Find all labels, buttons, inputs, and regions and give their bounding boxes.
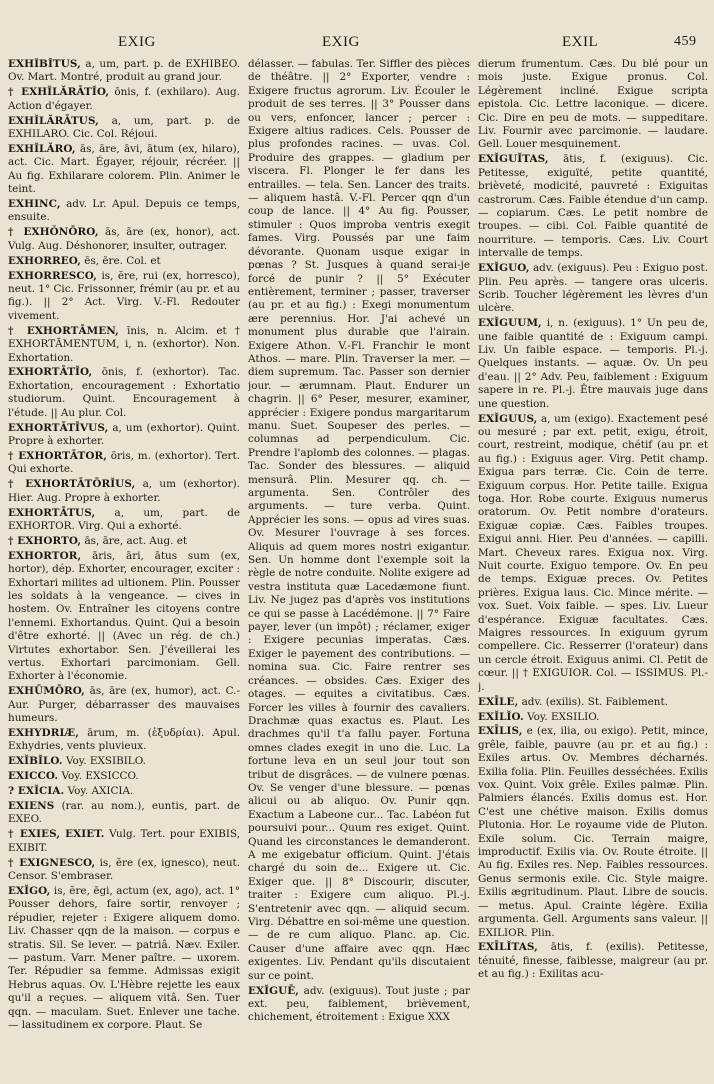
entry-text: a, um (exhortor). Hier. Aug. Propre à exhorter.	[8, 478, 240, 504]
dictionary-entry	[478, 153, 708, 260]
entry-headword: EXĪLE,	[478, 695, 519, 708]
entry-headword: † EXHĬLĂRĀTĬO,	[8, 86, 110, 99]
entry-text: e (ex, ilia, ou exigo). Petit, mince, grêle, faible, pauvre (au pr. et au fig.) : Exiles artus. Ov. Membres décharnés. Exilia folia. Plin. Feuilles desséchées. Exilis vox. Quint. Voix grêle. Exiles palmæ. Plin. Palmiers élancés. Exilis domus est. Hor. C'est une chétive maison. Exilis domus Plutonia. Hor. Le royaume vide de Pluton. Exile solum. Cic. Terrain maigre, improductif. Exilis via. Ov. Route étroite. || Au fig. Exiles res. Nep. Faibles ressources. Genus sermonis exile. Cic. Style maigre. Exilis ægritudinum. Plaut. Libre de soucis. — metus. Apul. Crainte légère. Exilia argumenta. Gell. Arguments sans valeur. || EXILIOR. Plin.	[478, 725, 708, 939]
dictionary-entry	[8, 226, 240, 253]
entry-text: ōnis, f. (exhilaro). Aug. Action d'égayer.	[8, 86, 240, 112]
entry-text: adv. (exiguus). Peu : Exiguo post. Plin. Peu après. — tangere oras ulceris. Scrib. Toucher légèrement les lèvres d'un ulcère.	[478, 262, 708, 315]
entry-text: Vulg. Tert. pour EXIBIS, EXIBIT.	[8, 828, 240, 854]
dictionary-entry	[8, 270, 240, 324]
dictionary-entry	[8, 255, 240, 268]
entry-headword: EXĬLĬO.	[478, 710, 524, 723]
entry-text: Voy. EXSILIO.	[523, 710, 600, 723]
entry-text: Voy. EXSICCO.	[58, 770, 139, 783]
entry-text: ātis, f. (exilis). Petitesse, ténuité, finesse, faiblesse, maigreur (au pr. et au fig.) : Exilitas acu-	[478, 941, 708, 981]
dictionary-entry	[8, 685, 240, 725]
dictionary-entry	[478, 317, 708, 411]
entry-headword: † EXHORTĀTOR,	[8, 449, 107, 462]
entry-text: is, ĕre, rui (ex, horresco), neut. 1° Cic. Frissonner, frémir (au pr. et au fig.). || 2° Act. Virg. V.-Fl. Redouter vivement.	[8, 269, 240, 322]
dictionary-entry	[8, 325, 240, 365]
dictionary-entry	[8, 828, 240, 855]
dictionary-entry	[8, 755, 240, 768]
entry-headword: EXĬGO,	[8, 884, 51, 897]
entry-headword: † EXHORTĀTŌRĬUS,	[8, 478, 136, 491]
entry-text: Voy. EXSIBILO.	[62, 755, 146, 768]
dictionary-entry	[8, 800, 240, 827]
entry-text: (rar. au nom.), euntis, part. de EXEO.	[8, 800, 240, 826]
entry-text: ōris, m. (exhortor). Tert. Qui exhorte.	[8, 449, 240, 476]
dictionary-entry	[8, 507, 240, 534]
dictionary-entry	[8, 535, 240, 548]
entry-headword: EXHĬLĂRO,	[8, 142, 76, 155]
page-number: 459	[674, 34, 697, 49]
text-columns	[8, 58, 708, 1078]
entry-text: āris, āri, ātus sum (ex, hortor), dép. Exhorter, encourager, exciter : Exhortari milites ad ultionem. Plin. Pousser les soldats à la vengeance. — cives in hostem. Ov. Entraîner les citoyens contre l'ennemi. Exhortandus. Quint. Qui a besoin d'être exhorté. || (Avec un rég. de ch.) Virtutes exhortabor. Sen. J'éveillerai les vertus. Exhortari parcimoniam. Gell. Exhorter à l'économie.	[8, 549, 240, 683]
entry-headword: EXHĪBĬTUS,	[8, 58, 81, 70]
dictionary-entry	[478, 413, 708, 695]
entry-headword: EXIENS	[8, 800, 55, 813]
dictionary-entry	[8, 143, 240, 197]
dictionary-entry	[248, 985, 470, 1025]
dictionary-entry	[8, 86, 240, 113]
entry-headword: † EXHORTĀMEN,	[8, 324, 119, 337]
entry-headword: EXHORRESCO,	[8, 269, 97, 282]
entry-headword: EXHYDRIÆ,	[8, 727, 79, 739]
column-1	[8, 58, 240, 1078]
entry-text: délasser. — fabulas. Ter. Siffler des pièces de théâtre. || 2° Exporter, vendre : Exigere fructus agrorum. Liv. Écouler le produit de ses terres. || 3° Pousser dans ou vers, enfoncer, lancer ; percer : Exigere altius radices. Cels. Pousser de plus profondes racines. — uvas. Col. Produire des grappes. — gladium per viscera. Fl. Plonger le fer dans les entrailles. — tela. Sen. Lancer des traits. — aliquem hastâ. V.-Fl. Percer qqn d'un coup de lance. || 4° Au fig. Pousser, stimuler : Quos improba ventris exegit fames. Virg. Poussés par une faim dévorante. Quonam usque exigar in pœnas ? St. Jusques à quand serai-je forcé de punir ? || 5° Exécuter entièrement, terminer ; passer, traverser (au pr. et au fig.) : Exegi monumentum ære perennius. Hor. J'ai achevé un monument plus durable que l'airain. Exigere Athon. V.-Fl. Franchir le mont Athos. — mare. Plin. Traverser la mer. — diem supremum. Tac. Passer son dernier jour. — ærumnam. Plaut. Endurer un chagrin. || 6° Peser, mesurer, examiner, apprécier : Exigere pondus margaritarum manu. Suet. Soupeser des perles. — columnas ad perpendiculum. Cic. Prendre l'aplomb des colonnes. — plagas. Tac. Sonder des blessures. — aliquid mensurâ. Plin. Mesurer qq. ch. — argumenta. Sen. Contrôler des arguments. — ture verba. Quint. Apprécier les sons. — opus ad vires suas. Ov. Mesurer l'ouvrage à ses forces. Aliquis ad quem mores nostri exigantur. Sen. Un homme dont l'exemple soit la règle de notre conduite. Nolite exigere ad vestra instituta quæ Lacedæmone fiunt. Liv. Ne jugez pas d'après vos institutions ce qui se passe à Lacédémone. || 7° Faire payer, lever (un impôt) ; réclamer, exiger : Exigere pecunias imperatas. Cæs. Exiger le payement des contributions. — nomina sua. Cic. Faire rentrer ses créances. — obsides. Cæs. Exiger des otages. — equites a civitatibus. Cæs. Forcer les villes à fournir des cavaliers. Drachmæ quas exactus es. Plaut. Les drachmes qu'il t'a fallu payer. Fortuna omnes clades exegit in uno die. Luc. La fortune leva en un seul jour tout son tribut de disgrâces. — de vulnere pœnas. Ov. Se venger d'une blessure. — pœnas alicui ou ab aliquo. Ov. Punir qqn. Exactum a Labeone cur... Tac. Labéon fut poursuivi pour... Quum res exiget. Quint. Quand les circonstances le demanderont. A me exigebatur officium. Quint. J'étais chargé du soin de... Exigere ut. Cic. Exiger que. || 8° Discourir, discuter, traiter : Exigere cum aliquo. Pl.-j. S'entretenir avec qqn. — aliquid secum. Virg. Débattre en soi-même une question. — de re cum aliquo. Planc. ap. Cic. Causer d'une affaire avec qqn. Hæc exigentes. Liv. Pendant qu'ils discutaient sur ce point.	[248, 58, 470, 982]
dictionary-entry	[478, 711, 708, 724]
entry-text: ās, āre (ex, humor), act. C.-Aur. Purger, débarrasser des mauvaises humeurs.	[8, 685, 240, 725]
entry-text: ōnis, f. (exhortor). Tac. Exhortation, encouragement : Exhortatio studiorum. Quint. Encouragement à l'étude. || Au plur. Col.	[8, 366, 240, 419]
entry-headword: EXĪLIS,	[478, 725, 523, 738]
entry-text: adv. Lr. Apul. Depuis ce temps, ensuite.	[8, 198, 240, 224]
dictionary-entry	[8, 115, 240, 142]
entry-text: ās, āre, āvi, ātum (ex, hilaro), act. Cic. Mart. Égayer, réjouir, récréer. || Au fig. Exhilarare colorem. Plin. Animer le teint.	[8, 142, 240, 196]
dictionary-entry	[8, 857, 240, 884]
entry-text: ĭnis, n. Alcim. et † EXHORTĀMENTUM, i, n. (exhortor). Non. Exhortation.	[8, 324, 240, 364]
entry-headword: EXĬGUUS,	[478, 412, 538, 425]
entry-text: a, um (exhortor). Quint. Propre à exhorter.	[8, 421, 240, 447]
entry-headword: EXHORTOR,	[8, 549, 82, 562]
dictionary-entry	[8, 198, 240, 225]
dictionary-entry	[8, 450, 240, 477]
entry-headword: † EXHŎNŌRO,	[8, 226, 99, 239]
entry-headword: EXĬGUĬTAS,	[478, 153, 549, 166]
dictionary-entry	[8, 785, 240, 798]
column-3	[478, 58, 708, 1078]
dictionary-entry	[8, 58, 240, 85]
entry-headword: EXHINC,	[8, 198, 61, 211]
dictionary-entry	[248, 58, 470, 983]
entry-headword: † EXIGNESCO,	[8, 856, 96, 869]
entry-text: i, n. (exiguus). 1° Un peu de, une faible quantité de : Exiguum campi. Liv. Un faible espace. — temporis. Pl.-j. Quelques instants. — aquæ. Ov. Un peu d'eau. || 2° Adv. Peu, faiblement : Exiguum sapere in re. Pl.-j. Être mauvais juge dans une question.	[478, 317, 708, 410]
entry-headword: † EXIES, EXIET.	[8, 828, 105, 841]
entry-headword: EXHŪMŌRO,	[8, 685, 86, 698]
entry-text: adv. (exiguus). Tout juste ; par ext. peu, faiblement, brièvement, chichement, étroitement : Exigue XXX	[248, 984, 470, 1024]
dictionary-entry	[8, 727, 240, 754]
entry-text: ās, āre (ex, honor), act. Vulg. Aug. Déshonorer, insulter, outrager.	[8, 226, 240, 252]
entry-text: ēs, ēre. Col. et	[81, 254, 161, 267]
dictionary-entry	[478, 696, 708, 709]
entry-headword: EXICCO.	[8, 770, 59, 783]
dictionary-entry	[478, 262, 708, 316]
entry-text: a, um (exigo). Exactement pesé ou mesuré ; par ext. petit, exigu, étroit, court, restreint, modique, chétif (au pr. et au fig.) : Exiguus ager. Virg. Petit champ. Exigua pars terræ. Cic. Coin de terre. Exiguum corpus. Hor. Petite taille. Exigua toga. Hor. Robe courte. Exiguus numerus oratorum. Ov. Petit nombre d'orateurs. Exiguæ copiæ. Cæs. Faibles troupes. Exigui anni. Hier. Peu d'années. — capilli. Mart. Cheveux rares. Exigua nox. Virg. Nuit courte. Exiguo tempore. Ov. En peu de temps. Exiguæ preces. Ov. Petites prières. Exigua laus. Cic. Mince mérite. — vox. Suet. Voix faible. — spes. Liv. Lueur d'espérance. Exiguæ facultates. Cæs. Maigres ressources. In exiguum gyrum compellere. Cic. Resserrer (l'orateur) dans un cercle étroit. Exiguus animi. Cl. Petit de cœur. || † EXIGUIOR. Col. — ISSIMUS. Pl.-j.	[478, 412, 708, 693]
entry-headword: EXĬBĬLO.	[8, 755, 63, 768]
entry-headword: EXHORTĀTĬO,	[8, 366, 93, 379]
dictionary-entry	[8, 885, 240, 1032]
entry-text: ārum, m. (ἐξυδρίαι). Apul. Exhydries, vents pluvieux.	[8, 727, 240, 753]
entry-text: dierum frumentum. Cæs. Du blé pour un mois juste. Exigue pronus. Col. Légèrement incliné. Exigue scripta epistola. Cic. Lettre laconique. — dicere. Cic. Dire en peu de mots. — suppeditare. Liv. Fournir avec parcimonie. — laudare. Gell. Louer mesquinement.	[478, 58, 708, 151]
entry-headword: EXĬGUĒ,	[248, 984, 300, 997]
entry-headword: EXHĬLĂRĀTUS,	[8, 114, 99, 127]
entry-text: is, ĕre, ēgi, actum (ex, ago), act. 1° Pousser dehors, faire sortir, renvoyer ; répudier, rejeter : Exigere aliquem domo. Liv. Chasser qqn de la maison. — corpus e stratis. Sil. Se lever. — patriâ. Næv. Exiler. — pastum. Varr. Mener paître. — uxorem. Ter. Répudier sa femme. Admissas exigit Hebrus aquas. Ov. L'Hèbre rejette les eaux qu'il a reçues. — aliquem vitâ. Sen. Tuer qqn. — maculam. Suet. Enlever une tache. — lassitudinem ex corpore. Plaut. Se	[8, 884, 240, 1032]
entry-headword: † EXHORTO,	[8, 534, 82, 547]
header-center-guideword: EXIG	[322, 34, 360, 50]
running-header	[0, 34, 714, 58]
entry-text: Voy. AXICIA.	[64, 785, 134, 798]
dictionary-entry	[8, 770, 240, 783]
column-2	[248, 58, 470, 1078]
entry-headword: EXĬGUO,	[478, 262, 530, 275]
entry-text: adv. (exilis). St. Faiblement.	[518, 695, 668, 708]
entry-headword: ? EXĬCIA.	[8, 785, 65, 798]
entry-headword: EXĪLĬTAS,	[478, 941, 538, 954]
header-right-guideword: EXIL	[562, 34, 599, 50]
entry-text: a, um, part. de EXHORTOR. Virg. Qui a exhorté.	[8, 506, 240, 532]
entry-headword: EXHORTĀTUS,	[8, 506, 96, 519]
header-left-guideword: EXIG	[118, 34, 156, 50]
dictionary-entry	[8, 478, 240, 505]
entry-headword: EXHORREO,	[8, 254, 81, 267]
entry-headword: EXĬGUUM,	[478, 317, 542, 330]
dictionary-entry	[8, 366, 240, 420]
entry-text: a, um, part. p. de EXHILARO. Cic. Col. Réjoui.	[8, 114, 240, 141]
dictionary-entry	[478, 58, 708, 152]
entry-text: ātis, f. (exiguus). Cic. Petitesse, exiguïté, petite quantité, brièveté, modicité, pauvreté : Exiguitas castrorum. Cæs. Faible étendue d'un camp. — copiarum. Cæs. Le petit nombre de troupes. — cibi. Col. Faible quantité de nourriture. — temporis. Cæs. Liv. Court intervalle de temps.	[478, 153, 708, 260]
dictionary-entry	[8, 422, 240, 449]
dictionary-entry	[8, 550, 240, 684]
entry-text: a, um, part. p. de EXHIBEO. Ov. Mart. Montré, produit au grand jour.	[8, 58, 240, 84]
entry-text: ās, āre, act. Aug. et	[81, 534, 188, 547]
dictionary-entry	[478, 941, 708, 981]
entry-headword: EXHORTĀTĪVUS,	[8, 421, 109, 434]
entry-text: is, ĕre (ex, ignesco), neut. Censor. S'embraser.	[8, 856, 240, 883]
dictionary-entry	[478, 725, 708, 940]
